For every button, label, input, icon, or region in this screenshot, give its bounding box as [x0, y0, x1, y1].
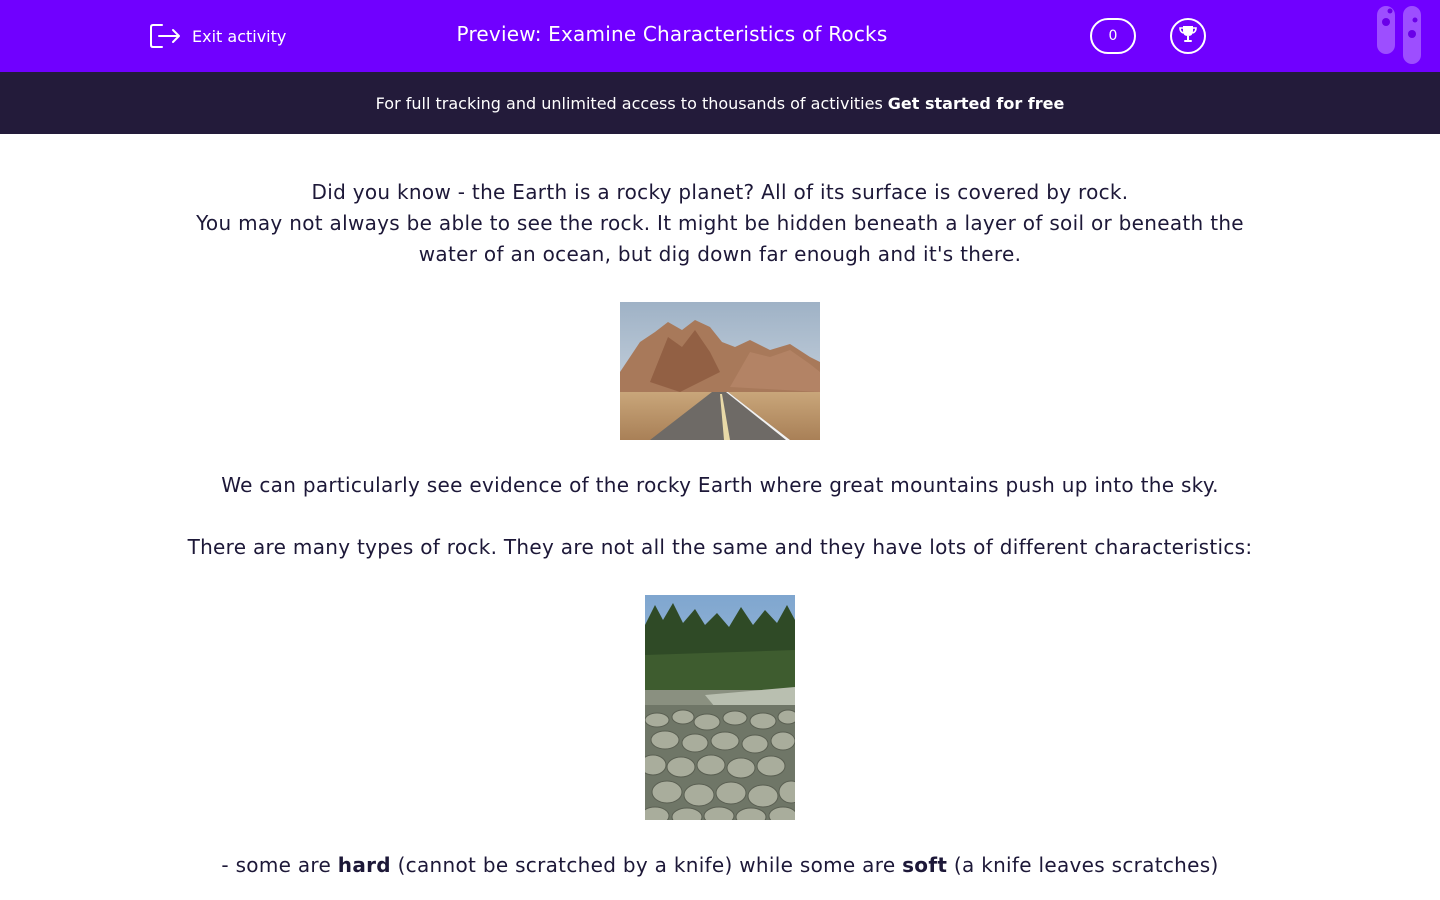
- hard-soft-paragraph: [120, 850, 1320, 881]
- top-header: [0, 0, 1440, 72]
- rock-types-paragraph: There are many types of rock. They are not all the same and they have lots of different characteristics:: [187, 535, 1253, 559]
- upgrade-banner: [0, 72, 1440, 134]
- page-title: Preview: Examine Characteristics of Rocks: [456, 22, 888, 46]
- mountains-paragraph: We can particularly see evidence of the rocky Earth where great mountains push up into the sky.: [221, 473, 1219, 497]
- exit-label: Exit activity: [192, 26, 287, 46]
- intro-paragraph: [120, 177, 1320, 270]
- rock-field-image: [645, 595, 795, 820]
- hard-soft-prefix: - some are: [221, 853, 332, 877]
- banner-text: For full tracking and unlimited access to thousands of activities: [375, 93, 883, 113]
- brand-logo: [1374, 4, 1424, 66]
- soft-term: soft: [902, 853, 948, 877]
- mountain-road-image: [620, 302, 820, 440]
- hard-soft-suffix: (a knife leaves scratches): [953, 853, 1219, 877]
- trophy-icon: [1176, 22, 1200, 50]
- hard-soft-middle: (cannot be scratched by a knife) while some are: [397, 853, 896, 877]
- intro-line-2: You may not always be able to see the rock. It might be hidden beneath a layer of soil or beneath the water of an ocean, but dig down far enough and it's there.: [196, 211, 1244, 266]
- intro-line-1: Did you know - the Earth is a rocky planet? All of its surface is covered by rock.: [311, 180, 1129, 204]
- get-started-link[interactable]: Get started for free: [887, 93, 1065, 113]
- score-badge: 0: [1090, 18, 1136, 54]
- trophy-button[interactable]: [1170, 18, 1206, 54]
- hard-term: hard: [337, 853, 391, 877]
